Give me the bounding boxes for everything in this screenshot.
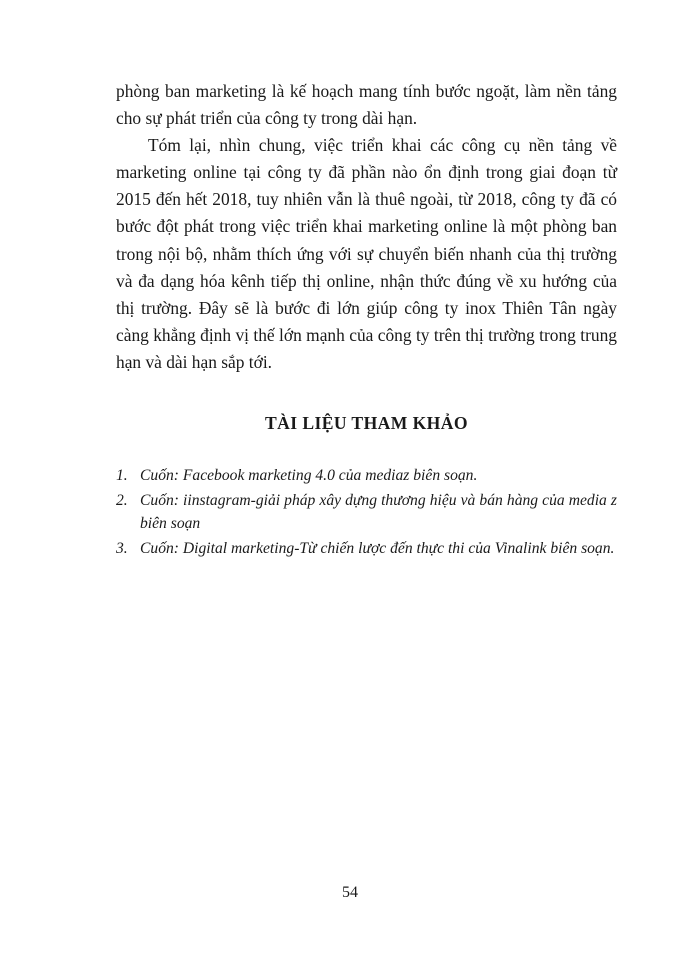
- reference-number: 1.: [116, 467, 128, 484]
- continuation-paragraph: phòng ban marketing là kế hoạch mang tính bước ngoặt, làm nền tảng cho sự phát triển của công ty trong dài hạn.: [116, 81, 617, 129]
- reference-number: 2.: [116, 492, 128, 509]
- reference-text: Cuốn: Digital marketing-Từ chiến lược đến thực thi của Vinalink biên soạn.: [140, 540, 615, 557]
- body-text: [116, 78, 617, 376]
- references-heading: TÀI LIỆU THAM KHẢO: [265, 413, 468, 433]
- reference-number: 3.: [116, 540, 128, 557]
- reference-item: [116, 464, 617, 487]
- summary-paragraph: Tóm lại, nhìn chung, việc triển khai các công cụ nền tảng về marketing online tại công ty đã phần nào ổn định trong giai đoạn từ 2015 đến hết 2018, tuy nhiên vẫn là thuê ngoài, từ 2018, công ty đã có bước đột phát trong việc triển khai marketing online là một phòng ban trong nội bộ, nhằm thích ứng với sự chuyển biến nhanh của thị trường và đa dạng hóa kênh tiếp thị online, nhận thức đúng về xu hướng của thị trường. Đây sẽ là bước đi lớn giúp công ty inox Thiên Tân ngày càng khẳng định vị thế lớn mạnh của công ty trên thị trường trong trung hạn và dài hạn sắp tới.: [116, 135, 617, 372]
- page-number: 54: [342, 884, 358, 901]
- reference-text: Cuốn: iinstagram-giải pháp xây dựng thương hiệu và bán hàng của media z biên soạn: [140, 492, 617, 532]
- reference-item: [116, 489, 617, 535]
- reference-text: Cuốn: Facebook marketing 4.0 của mediaz biên soạn.: [140, 467, 478, 484]
- references-list: [116, 464, 617, 562]
- reference-item: [116, 537, 617, 560]
